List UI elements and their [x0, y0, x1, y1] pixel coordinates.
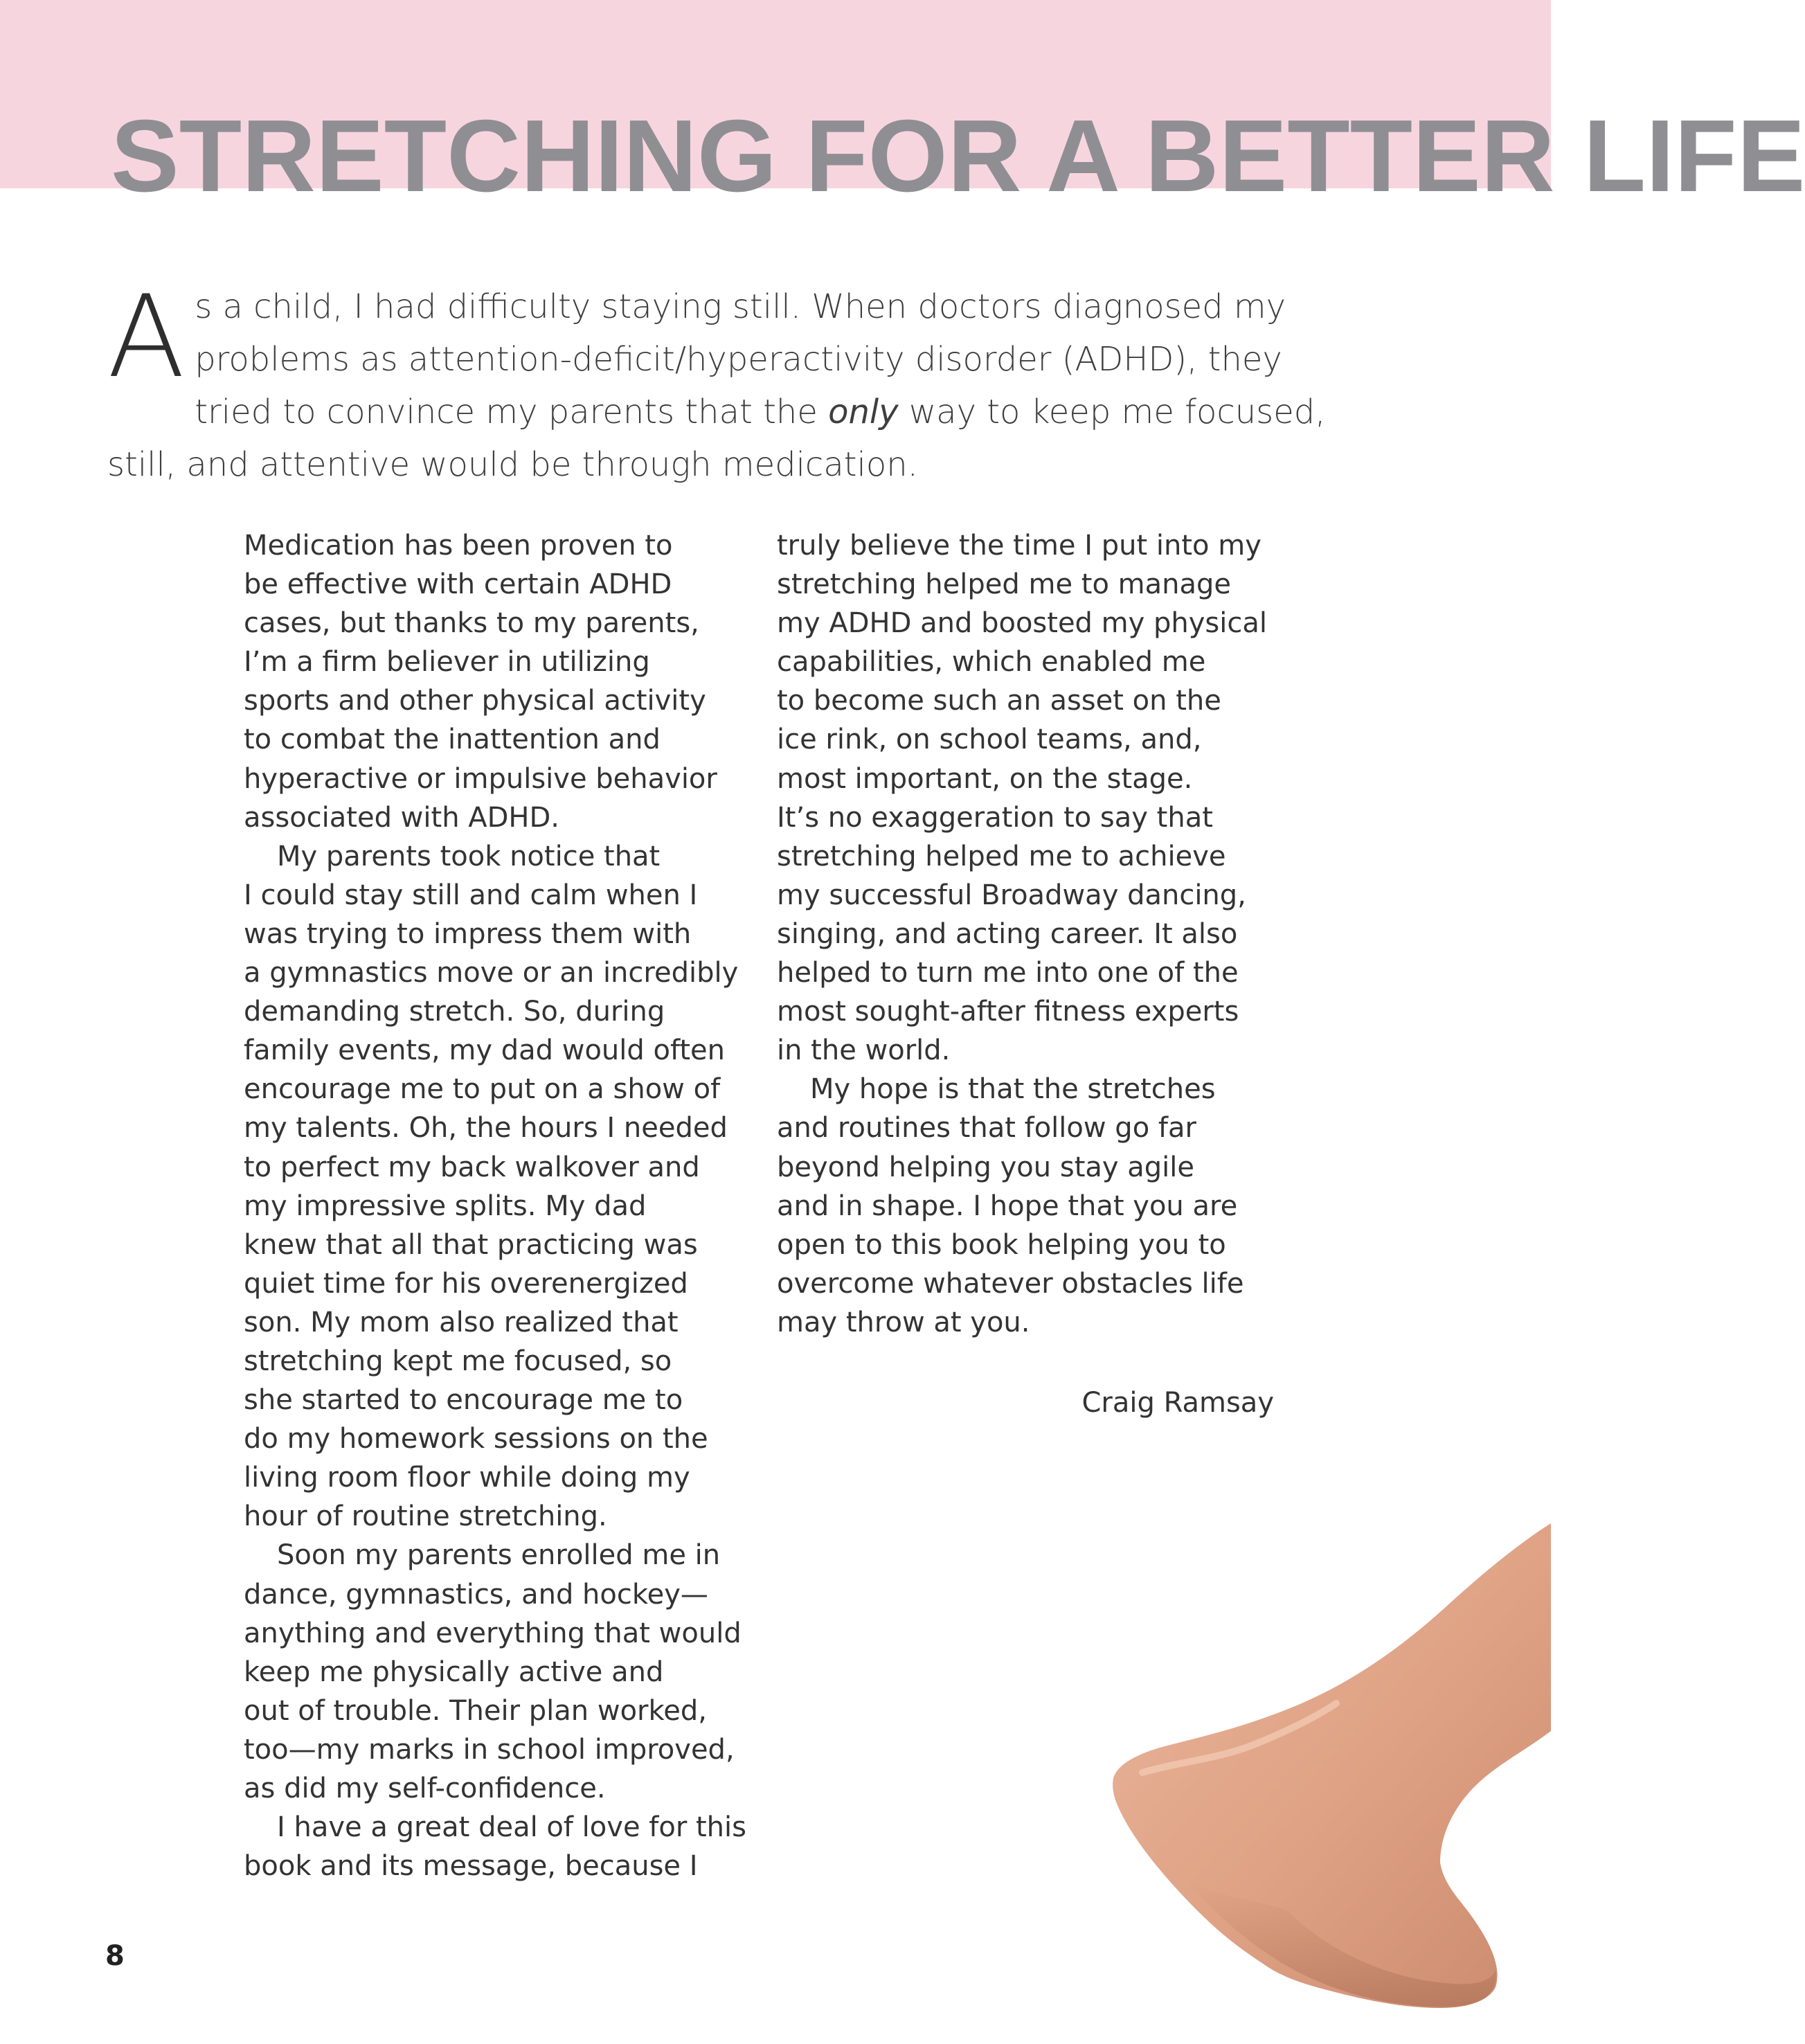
body-paragraph: Medication has been proven to be effective with certain ADHD cases, but thanks to my parents, I’m a firm believer in utilizing sports and other physical activity to combat the inattention and hyperactive or impulsive behavior associated with ADHD. — [244, 530, 717, 834]
author-signature: Craig Ramsay — [1081, 1387, 1274, 1419]
body-paragraph: My parents took notice that I could stay still and calm when I was trying to impress them with a gymnastics move or an incredibly demanding stretch. So, during family events, my dad would often encourage me to put on a show of my talents. Oh, the hours I needed to perfect my back walkover and my impressive splits. My dad knew that all that practicing was quiet time for his overenergized son. My mom also realized that stretching kept me focused, so she started to encourage me to do my homework sessions on the living room floor while doing my hour of routine stretching. — [244, 840, 739, 1533]
right-column — [777, 526, 1303, 1342]
body-paragraph: truly believe the time I put into my stretching helped me to manage my ADHD and boosted my physical capabilities, which enabled me to become such an asset on the ice rink, on school teams, and, most important, on the stage. It’s no exaggeration to say that stretching helped me to achieve my successful Broadway dancing, singing, and acting career. It also helped to turn me into one of the most sought-after fitness experts in the world. — [777, 530, 1267, 1067]
page-number: 8 — [105, 1940, 125, 1972]
body-paragraph: Soon my parents enrolled me in dance, gymnastics, and hockey— anything and everything that would keep me physically active and out of trouble. Their plan worked, too—my marks in school improved, as did my self-confidence. — [244, 1539, 742, 1804]
intro-text-start: s a child, I had difficulty staying still. When doctors diagnosed my problems as attention-deficit/hyperactivity disorder (ADHD), they tried to convince my parents that the — [195, 287, 1286, 431]
body-paragraph: My hope is that the stretches and routines that follow go far beyond helping you stay agile and in shape. I hope that you are open to this book helping you to overcome whatever obstacles life may throw at you. — [777, 1073, 1244, 1338]
left-column — [244, 526, 770, 1885]
foot-photo — [1080, 1523, 1551, 2044]
intro-text-end: way to keep me focused, still, and attentive would be through medication. — [107, 393, 1326, 484]
drop-cap: A — [107, 271, 186, 403]
intro-emphasis: only — [828, 393, 899, 431]
body-paragraph: I have a great deal of love for this book and its message, because I — [244, 1811, 746, 1883]
page-title: STRETCHING FOR A BETTER LIFE — [111, 99, 1805, 213]
intro-text — [107, 271, 1361, 491]
intro-paragraph — [107, 271, 1361, 491]
